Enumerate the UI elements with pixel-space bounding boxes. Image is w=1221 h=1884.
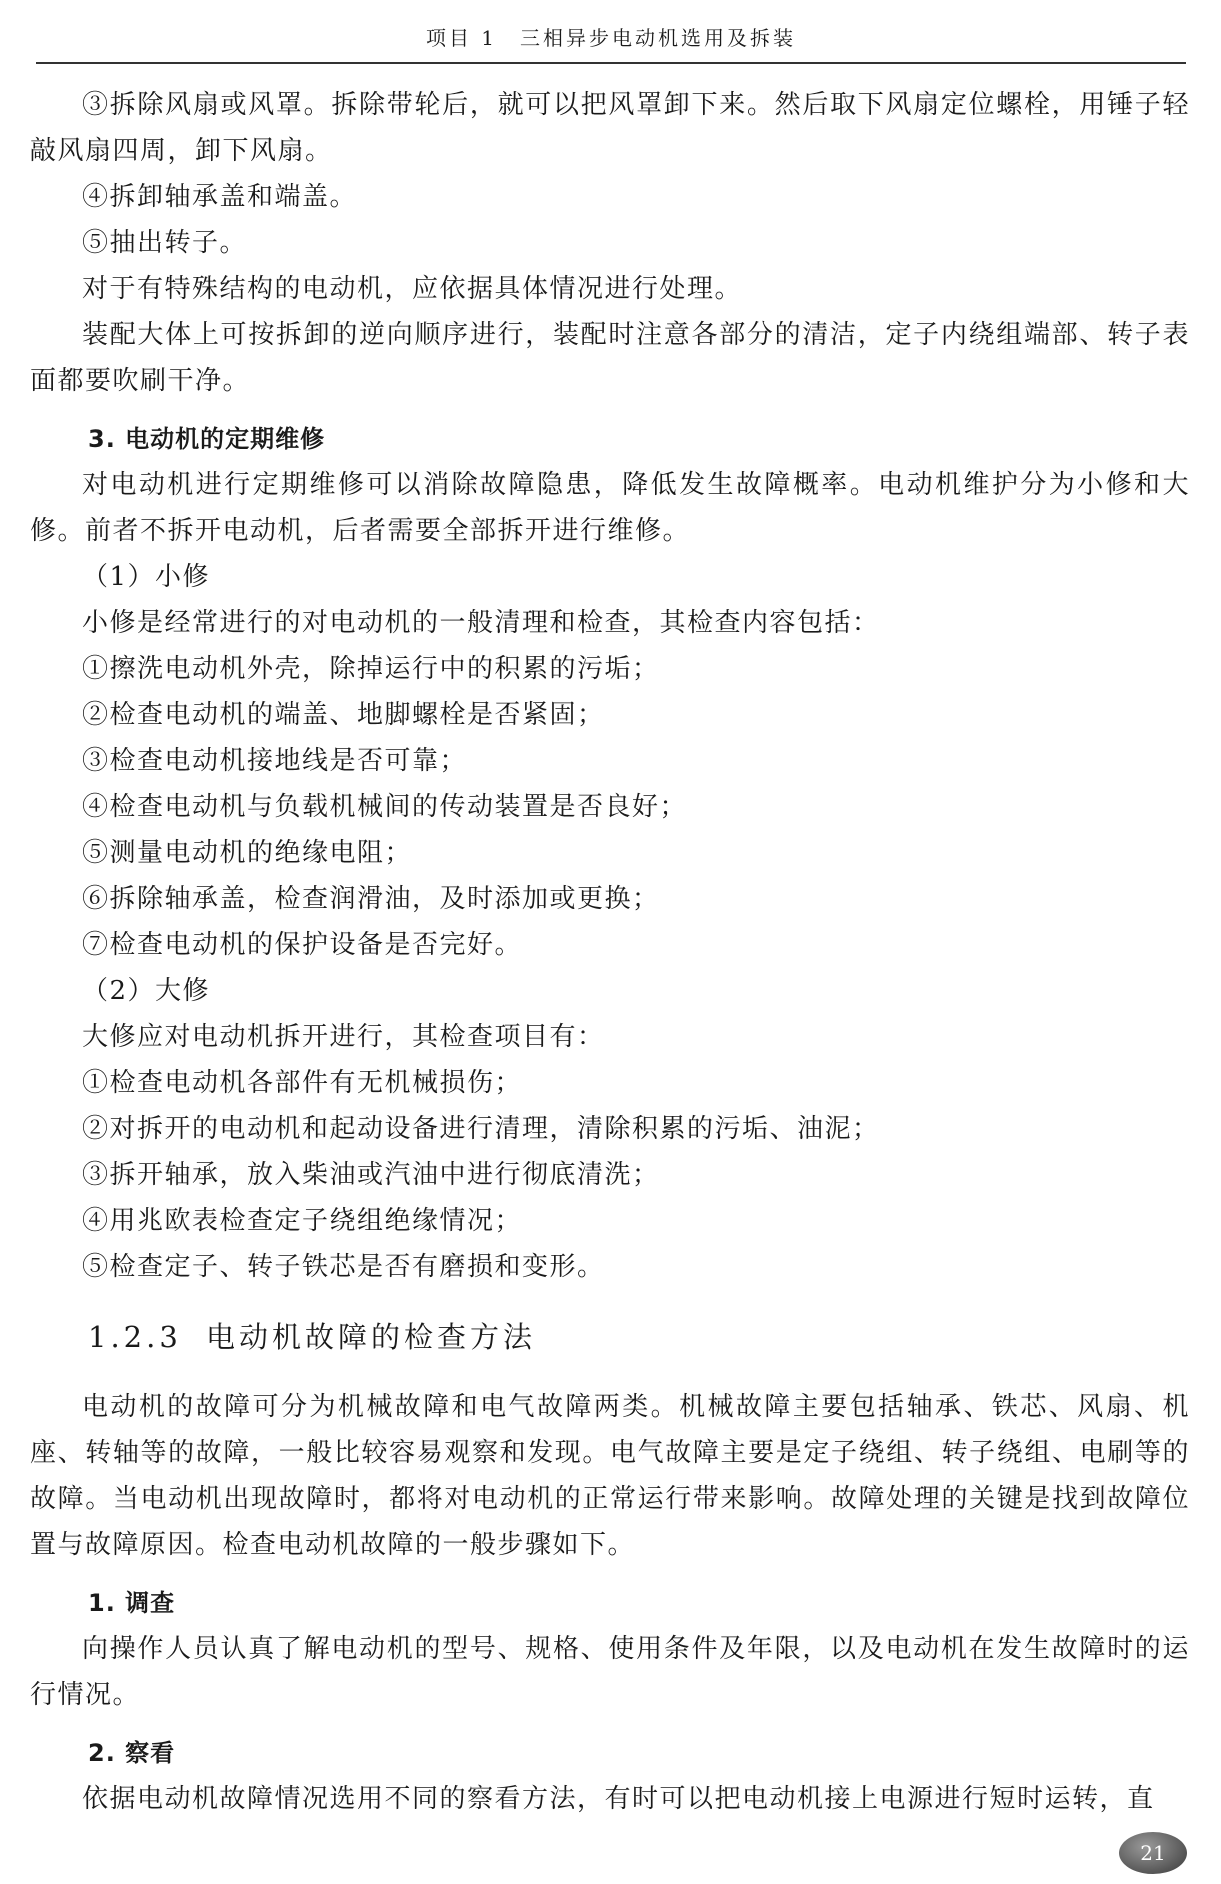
list-item: ③拆开轴承，放入柴油或汽油中进行彻底清洗； (82, 1160, 660, 1190)
list-item: ②对拆开的电动机和起动设备进行清理，清除积累的污垢、油泥； (82, 1114, 880, 1144)
paragraph-minor-intro: 小修是经常进行的对电动机的一般清理和检查，其检查内容包括： (82, 608, 880, 638)
list-item: ③检查电动机接地线是否可靠； (82, 746, 468, 776)
paragraph-remove-fan: ③拆除风扇或风罩。拆除带轮后，就可以把风罩卸下来。然后取下风扇定位螺栓，用锤子轻敲风扇四周，卸下风扇。 (30, 90, 1190, 166)
section-heading-fault-inspection (30, 1314, 1190, 1360)
paragraph-observe: 依据电动机故障情况选用不同的察看方法，有时可以把电动机接上电源进行短时运转，直 (82, 1784, 1155, 1814)
list-item: ①检查电动机各部件有无机械损伤； (82, 1068, 523, 1098)
running-header: 项目 1 三相异步电动机选用及拆装 (36, 0, 1186, 64)
list-item: ④用兆欧表检查定子绕组绝缘情况； (82, 1206, 523, 1236)
list-item: ④检查电动机与负载机械间的传动装置是否良好； (82, 792, 688, 822)
step-heading-investigate: 1. 调查 (88, 1589, 176, 1617)
section-title: 电动机故障的检查方法 (206, 1320, 537, 1354)
page-number-badge: 21 (1119, 1832, 1187, 1874)
paragraph-major-intro: 大修应对电动机拆开进行，其检查项目有： (82, 1022, 605, 1052)
list-item: ⑤检查定子、转子铁芯是否有磨损和变形。 (82, 1252, 605, 1282)
section-heading-periodic-maintenance: 3. 电动机的定期维修 (88, 425, 326, 453)
paragraph-special-structure: 对于有特殊结构的电动机，应依据具体情况进行处理。 (82, 274, 743, 304)
subsection-title-major: （2）大修 (82, 976, 211, 1006)
subsection-title-minor: （1）小修 (82, 562, 211, 592)
paragraph-fault-intro: 电动机的故障可分为机械故障和电气故障两类。机械故障主要包括轴承、铁芯、风扇、机座、转轴等的故障，一般比较容易观察和发现。电气故障主要是定子绕组、转子绕组、电刷等的故障。当电动机出现故障时，都将对电动机的正常运行带来影响。故障处理的关键是找到故障位置与故障原因。检查电动机故障的一般步骤如下。 (30, 1392, 1190, 1560)
page-body (30, 82, 1190, 1822)
paragraph-maintenance-intro: 对电动机进行定期维修可以消除故障隐患，降低发生故障概率。电动机维护分为小修和大修。前者不拆开电动机，后者需要全部拆开进行维修。 (30, 470, 1190, 546)
paragraph-remove-covers: ④拆卸轴承盖和端盖。 (82, 182, 358, 212)
list-item: ⑤测量电动机的绝缘电阻； (82, 838, 413, 868)
paragraph-extract-rotor: ⑤抽出转子。 (82, 228, 248, 258)
paragraph-assembly: 装配大体上可按拆卸的逆向顺序进行，装配时注意各部分的清洁，定子内绕组端部、转子表面都要吹刷干净。 (30, 320, 1190, 396)
list-item: ⑥拆除轴承盖，检查润滑油，及时添加或更换； (82, 884, 660, 914)
step-heading-observe: 2. 察看 (88, 1739, 176, 1767)
list-item: ①擦洗电动机外壳，除掉运行中的积累的污垢； (82, 654, 660, 684)
paragraph-investigate: 向操作人员认真了解电动机的型号、规格、使用条件及年限，以及电动机在发生故障时的运行情况。 (30, 1634, 1190, 1710)
section-number: 1.2.3 (88, 1320, 182, 1354)
list-item: ⑦检查电动机的保护设备是否完好。 (82, 930, 523, 960)
list-item: ②检查电动机的端盖、地脚螺栓是否紧固； (82, 700, 605, 730)
